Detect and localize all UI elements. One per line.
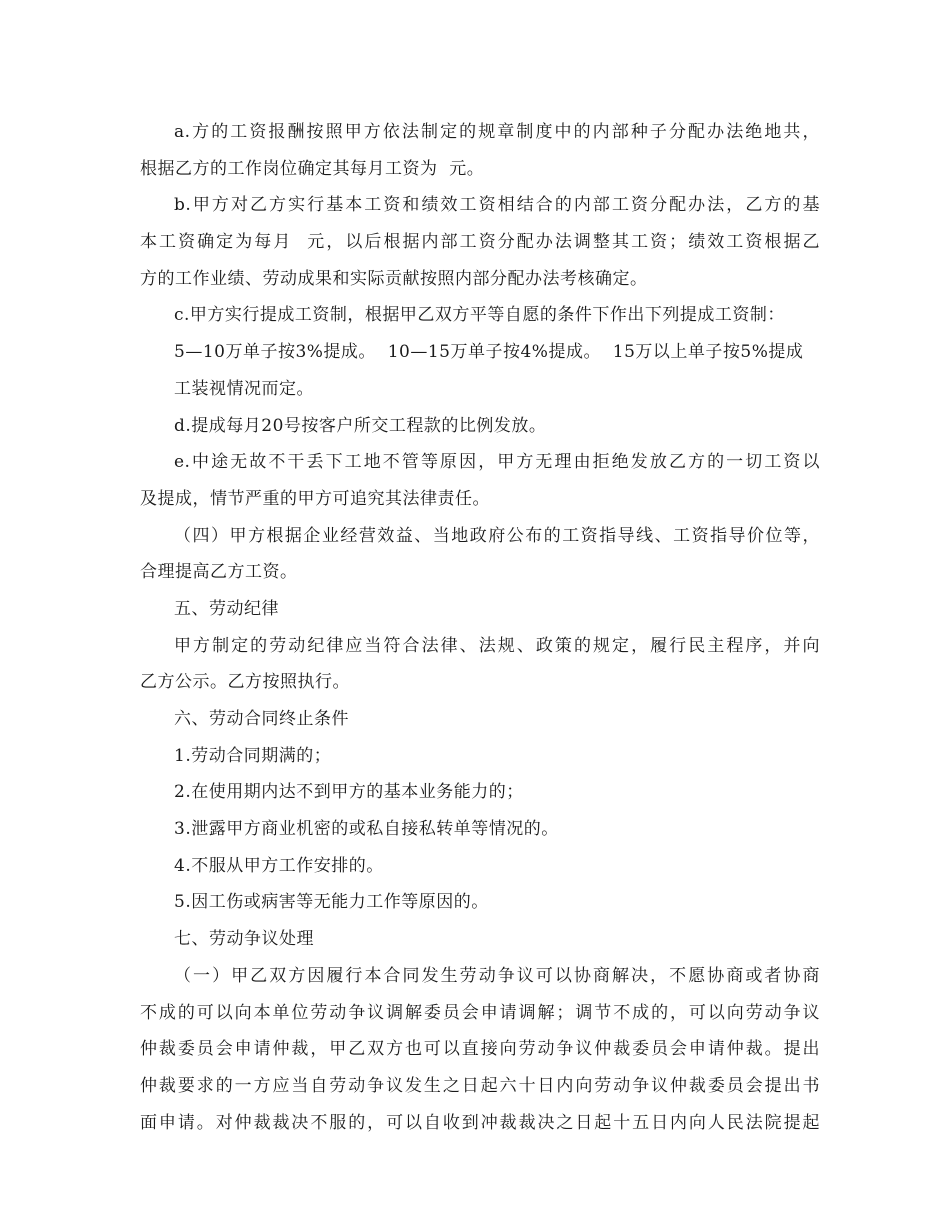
list-item: 3.泄露甲方商业机密的或私自接私转单等情况的。 [174,819,559,840]
paragraph-line: 合理提高乙方工资。 [140,562,298,583]
list-item: 1.劳动合同期满的； [174,745,332,766]
paragraph-line: 甲方制定的劳动纪律应当符合法律、法规、政策的规定，履行民主程序，并向 [174,635,820,656]
paragraph-line: a.方的工资报酬按照甲方依法制定的规章制度中的内部种子分配办法绝地共， [174,122,820,142]
paragraph-line: 及提成，情节严重的甲方可追究其法律责任。 [140,488,490,509]
list-item: 2.在使用期内达不到甲方的基本业务能力的； [174,782,524,803]
paragraph-line: e.中途无故不干丢下工地不管等原因，甲方无理由拒绝发放乙方的一切工资以 [174,452,820,473]
paragraph-line: b.甲方对乙方实行基本工资和绩效工资相结合的内部工资分配办法，乙方的基 [174,195,820,216]
paragraph-line: 本工资确定为每月 元，以后根据内部工资分配办法调整其工资；绩效工资根据乙 [140,232,820,253]
paragraph-line: 面申请。对仲裁裁决不服的，可以自收到冲裁裁决之日起十五日内向人民法院提起 [140,1112,820,1133]
paragraph-line: 仲裁委员会申请仲裁，甲乙双方也可以直接向劳动争议仲裁委员会申请仲裁。提出 [140,1039,820,1060]
section-heading: 五、劳动纪律 [174,598,279,619]
paragraph-line: 根据乙方的工作岗位确定其每月工资为 元。 [140,158,485,179]
document-body [140,114,820,1141]
paragraph-line: 工装视情况而定。 [174,378,314,399]
paragraph-line: （一）甲乙双方因履行本合同发生劳动争议可以协商解决，不愿协商或者协商 [174,965,820,986]
paragraph-line: （四）甲方根据企业经营效益、当地政府公布的工资指导线、工资指导价位等， [174,525,820,546]
paragraph-line: 不成的可以向本单位劳动争议调解委员会申请调解；调节不成的，可以向劳动争议 [140,1002,820,1023]
paragraph-line: 仲裁要求的一方应当自劳动争议发生之日起六十日内向劳动争议仲裁委员会提出书 [140,1075,820,1096]
paragraph-line: 方的工作业绩、劳动成果和实际贡献按照内部分配办法考核确定。 [140,268,648,289]
paragraph-line: c.甲方实行提成工资制，根据甲乙双方平等自愿的条件下作出下列提成工资制： [174,305,785,326]
paragraph-line: 乙方公示。乙方按照执行。 [140,672,350,693]
section-heading: 六、劳动合同终止条件 [174,709,349,729]
paragraph-line: d.提成每月20号按客户所交工程款的比例发放。 [174,415,547,436]
section-heading: 七、劳动争议处理 [174,929,314,950]
paragraph-line: 5—10万单子按3%提成。 10—15万单子按4%提成。 15万以上单子按5%提成 [174,342,804,363]
list-item: 5.因工伤或病害等无能力工作等原因的。 [174,892,489,913]
list-item: 4.不服从甲方工作安排的。 [174,855,384,876]
